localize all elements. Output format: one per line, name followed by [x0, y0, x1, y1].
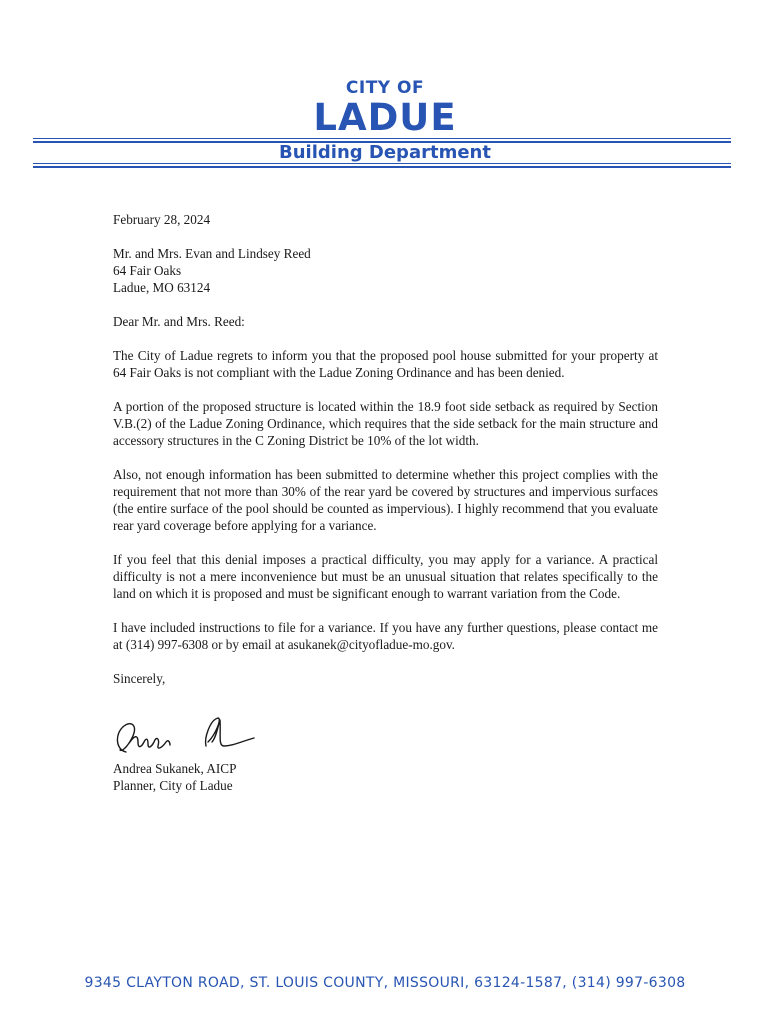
paragraph-rear-yard: Also, not enough information has been submitted to determine whether this project complies with the requirement that not more than 30% of the rear yard be covered by structures and impervious surfaces (the entire surface of the pool should be counted as impervious). I highly recommend that you evaluate rear yard coverage before applying for a variance.	[113, 467, 658, 533]
paragraph-denial: The City of Ladue regrets to inform you that the proposed pool house submitted for your property at 64 Fair Oaks is not compliant with the Ladue Zoning Ordinance and has been denied.	[113, 348, 658, 380]
letterhead	[0, 0, 770, 175]
salutation: Dear Mr. and Mrs. Reed:	[113, 314, 245, 329]
letterhead-city-name: LADUE	[313, 96, 457, 139]
recipient-name: Mr. and Mrs. Evan and Lindsey Reed	[113, 246, 311, 261]
recipient-address	[113, 245, 658, 296]
signature-block	[113, 760, 413, 794]
letter-date: February 28, 2024	[113, 212, 211, 227]
recipient-city-state-zip: Ladue, MO 63124	[113, 280, 211, 295]
letterhead-rule-top-thin	[33, 138, 731, 139]
letter-body	[113, 211, 658, 687]
letterhead-department: Building Department	[279, 142, 491, 163]
signer-title: Planner, City of Ladue	[113, 778, 233, 793]
paragraph-setback: A portion of the proposed structure is located within the 18.9 foot side setback as required by Section V.B.(2) of the Ladue Zoning Ordinance, which requires that the side setback for the main structure and accessory structures in the C Zoning District be 10% of the lot width.	[113, 399, 658, 448]
paragraph-contact: I have included instructions to file for a variance. If you have any further questions, please contact me at (314) 997-6308 or by email at asukanek@cityofladue-mo.gov.	[113, 620, 658, 652]
letterhead-city-of: CITY OF	[345, 78, 425, 98]
signature-image	[108, 712, 268, 760]
closing: Sincerely,	[113, 671, 166, 686]
letterhead-rule-bottom-thin	[33, 163, 731, 164]
paragraph-variance: If you feel that this denial imposes a practical difficulty, you may apply for a variance. A practical difficulty is not a mere inconvenience but must be an unusual situation that relates specifically to the land on which it is proposed and must be significant enough to warrant variation from the Code.	[113, 552, 658, 601]
footer-address: 9345 CLAYTON ROAD, ST. LOUIS COUNTY, MISSOURI, 63124-1587, (314) 997-6308	[84, 975, 686, 991]
signer-name: Andrea Sukanek, AICP	[113, 761, 237, 776]
recipient-street: 64 Fair Oaks	[113, 263, 182, 278]
letterhead-rule-bottom-thick	[33, 166, 731, 168]
